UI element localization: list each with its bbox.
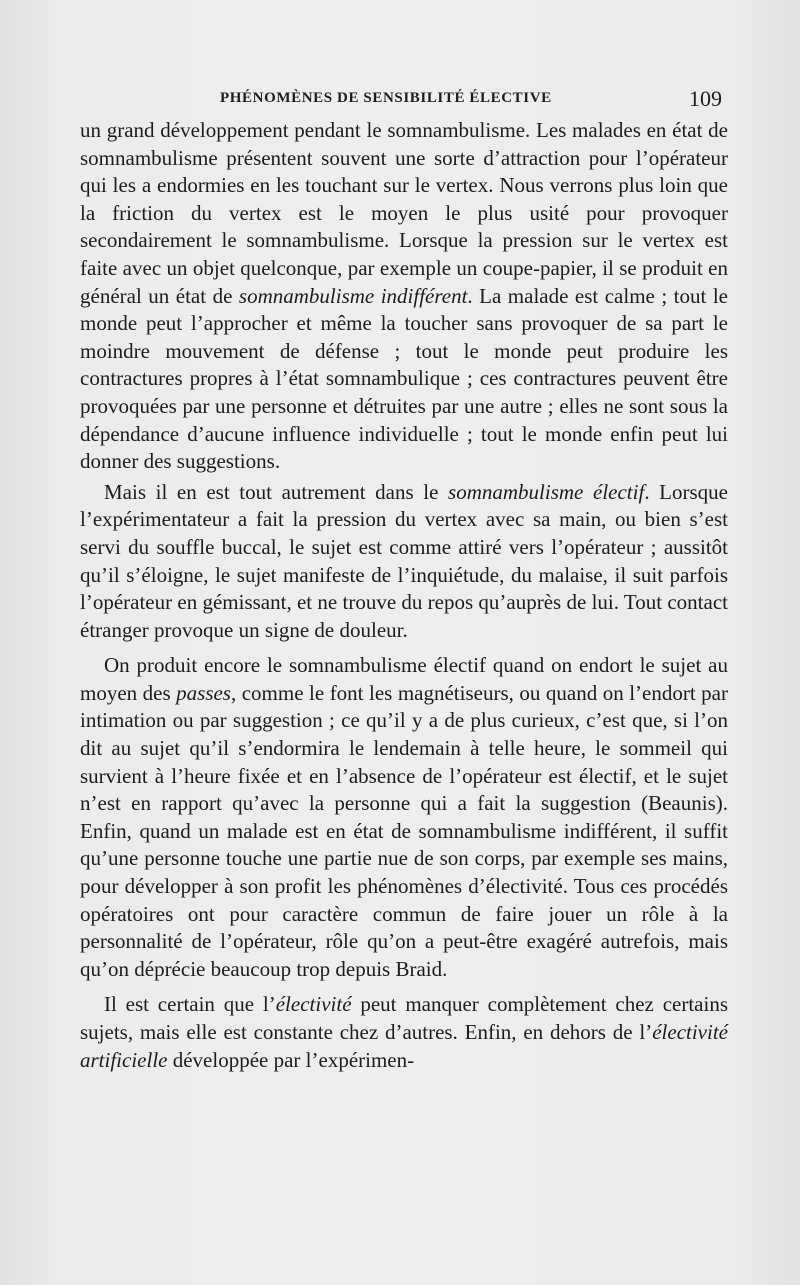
text-span: un grand développement pendant le somnambulisme. Les malades en état de somnambulisme présentent souvent une sorte d’attraction pour l’opérateur qui les a endormies en les touchant sur le vertex. Nous verrons plus loin que la friction du vertex est le moyen le plus usité pour provoquer secondairement le somnambulisme. Lorsque la pression sur le vertex est faite avec un objet quelconque, par exemple un coupe-papier, il se produit en général un état de [80, 118, 728, 308]
italic-term: passes [176, 680, 231, 705]
text-span: . La malade est calme ; tout le monde peut l’approcher et même la toucher sans provoquer de sa part le moindre mouvement de défense ; tout le monde peut produire les contractures propres à l’état somnambulique ; ces contractures peuvent être provoquées par une personne et détruites par une autre ; elles ne sont sous la dépendance d’aucune influence individuelle ; tout le monde enfin peut lui donner des suggestions. [80, 283, 728, 474]
paragraph-3 [80, 652, 728, 983]
text-span: , comme le font les magnétiseurs, ou quand on l’endort par intimation ou par suggestion ; ce qu’il y a de plus curieux, c’est que, si l’on dit au sujet qu’il s’endormira le lendemain à telle heure, le sommeil qui survient à l’heure fixée et en l’absence de l’opérateur est électif, et le sujet n’est en rapport qu’avec la personne qui a fait la suggestion (Beaunis). Enfin, quand un malade est en état de somnambulisme indifférent, il suffit qu’une personne touche une partie nue de son corps, par exemple ses mains, pour développer à son profit les phénomènes d’électivité. Tous ces procédés opératoires ont pour caractère commun de faire jouer un rôle à la personnalité de l’opérateur, rôle qu’on a peut-être exagéré autrefois, mais qu’on déprécie beaucoup trop depuis Braid. [80, 680, 728, 981]
page-header [80, 86, 728, 116]
text-span: . Lorsque l’expérimentateur a fait la pression du vertex avec sa main, ou bien s’est servi du souffle buccal, le sujet est comme attiré vers l’opérateur ; aussitôt qu’il s’éloigne, le sujet manifeste de l’inquiétude, du malaise, il suit parfois l’opérateur en gémissant, et ne trouve du repos qu’auprès de lui. Tout contact étranger provoque un signe de douleur. [80, 479, 728, 642]
paragraph-1 [80, 117, 728, 476]
text-span: Mais il en est tout autrement dans le [104, 479, 449, 504]
text-span: développée par l’expérimen- [167, 1047, 415, 1072]
italic-term: électivité artificielle [80, 1020, 728, 1072]
italic-term: somnambulisme électif [448, 479, 645, 504]
page-number: 109 [689, 86, 722, 111]
body-text [80, 117, 728, 1074]
italic-term: électivité [275, 992, 352, 1017]
italic-term: somnambulisme indifférent [238, 283, 468, 308]
paragraph-2 [80, 479, 728, 645]
running-head: PHÉNOMÈNES DE SENSIBILITÉ ÉLECTIVE [220, 90, 552, 106]
text-span: Il est certain que l’ [104, 992, 276, 1017]
paragraph-4 [80, 991, 728, 1074]
text-span: On produit encore le somnambulisme électif quand on endort le sujet au moyen des [80, 653, 728, 705]
text-span: peut manquer complètement chez certains sujets, mais elle est constante chez d’autres. Enfin, en dehors de l’ [80, 992, 728, 1044]
